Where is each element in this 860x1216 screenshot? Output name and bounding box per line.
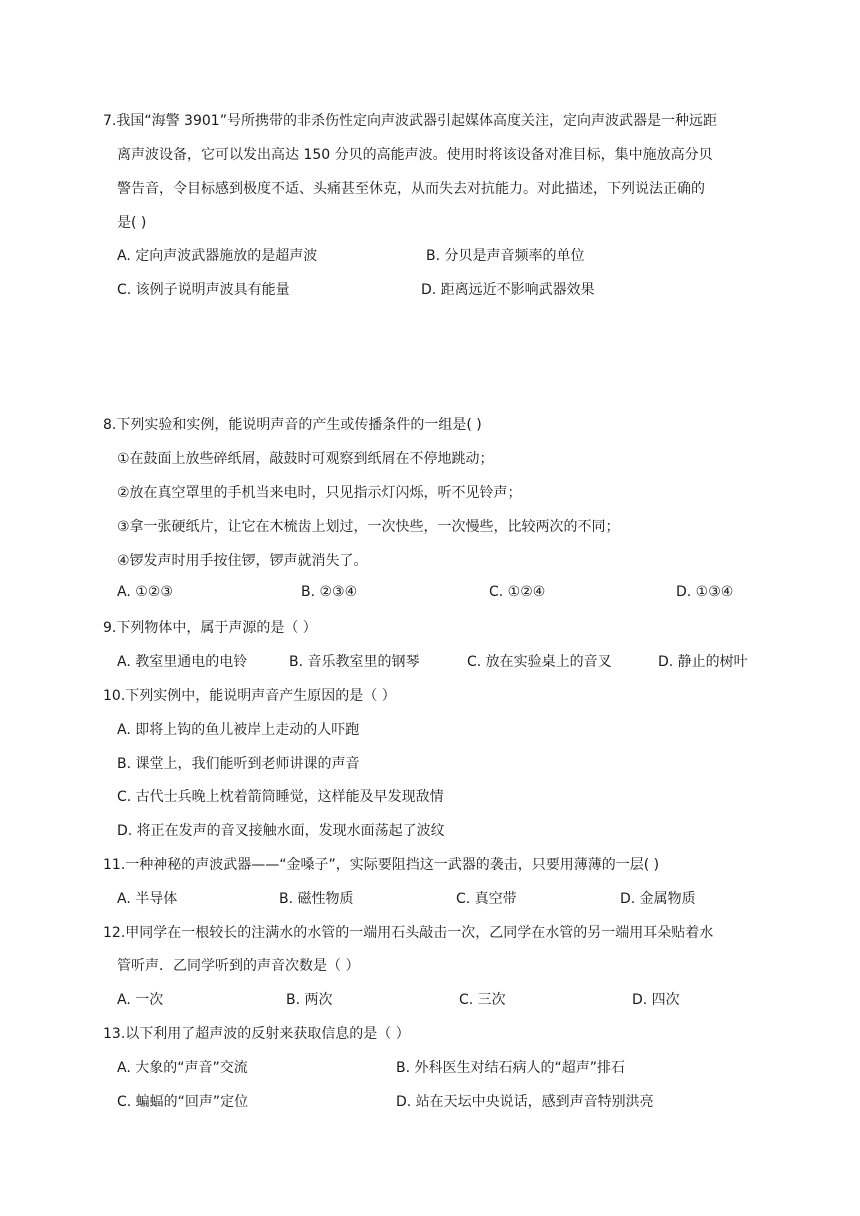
q9-stem: 9.下列物体中，属于声源的是（ ）	[103, 620, 317, 636]
q7-option-d: D. 距离远近不影响武器效果	[421, 282, 595, 298]
q12-stem-line-1: 12.甲同学在一根较长的注满水的水管的一端用石头敲击一次，乙同学在水管的另一端用耳朵贴着水	[103, 925, 714, 941]
q7-stem-line-1: 7.我国“海警 3901”号所携带的非杀伤性定向声波武器引起媒体高度关注，定向声波武器是一种远距	[103, 113, 717, 129]
q10-option-c: C. 古代士兵晚上枕着箭筒睡觉，这样能及早发现敌情	[117, 789, 444, 805]
q13-option-c: C. 蝙蝠的“回声”定位	[117, 1094, 249, 1110]
q8-option-a: A. ①②③	[117, 584, 173, 600]
q12-stem-line-2: 管听声．乙同学听到的声音次数是（ ）	[117, 958, 360, 974]
q8-option-b: B. ②③④	[301, 584, 358, 600]
q7-option-c: C. 该例子说明声波具有能量	[117, 282, 290, 298]
q13-option-a: A. 大象的“声音”交流	[117, 1060, 248, 1076]
q12-option-a: A. 一次	[117, 992, 164, 1008]
q11-option-c: C. 真空带	[456, 891, 517, 907]
q13-stem: 13.以下利用了超声波的反射来获取信息的是（ ）	[103, 1026, 410, 1042]
q10-option-a: A. 即将上钩的鱼儿被岸上走动的人吓跑	[117, 722, 360, 738]
q7-stem-line-4: 是( )	[117, 215, 147, 231]
q8-option-c: C. ①②④	[489, 584, 546, 600]
q12-option-d: D. 四次	[632, 992, 680, 1008]
q11-stem: 11.一种神秘的声波武器——“金嗓子”，实际要阻挡这一武器的袭击，只要用薄薄的一层( )	[103, 857, 660, 873]
q8-option-d: D. ①③④	[676, 584, 734, 600]
q7-stem-line-3: 警告音，令目标感到极度不适、头痛甚至休克，从而失去对抗能力。对此描述，下列说法正确的	[117, 181, 705, 197]
q11-option-d: D. 金属物质	[620, 891, 696, 907]
q11-option-a: A. 半导体	[117, 891, 178, 907]
q12-option-b: B. 两次	[286, 992, 333, 1008]
q12-option-c: C. 三次	[459, 992, 506, 1008]
q13-option-b: B. 外科医生对结石病人的“超声”排石	[396, 1060, 626, 1076]
q7-stem-line-2: 离声波设备，它可以发出高达 150 分贝的高能声波。使用时将该设备对准目标，集中施放高分贝	[117, 147, 713, 163]
q8-item-4: ④锣发声时用手按住锣，锣声就消失了。	[117, 553, 368, 569]
q9-option-c: C. 放在实验桌上的音叉	[467, 654, 612, 670]
q11-option-b: B. 磁性物质	[279, 891, 354, 907]
q9-option-a: A. 教室里通电的电铃	[117, 654, 248, 670]
q9-option-d: D. 静止的树叶	[658, 654, 748, 670]
q10-option-d: D. 将正在发声的音叉接触水面，发现水面荡起了波纹	[117, 823, 445, 839]
q8-stem: 8.下列实验和实例，能说明声音的产生或传播条件的一组是( )	[103, 417, 482, 433]
q10-stem: 10.下列实例中，能说明声音产生原因的是（ ）	[103, 688, 396, 704]
q8-item-3: ③拿一张硬纸片，让它在木梳齿上划过，一次快些，一次慢些，比较两次的不同；	[117, 519, 620, 535]
q8-item-2: ②放在真空罩里的手机当来电时，只见指示灯闪烁，听不见铃声；	[117, 485, 522, 501]
q8-item-1: ①在鼓面上放些碎纸屑，敲鼓时可观察到纸屑在不停地跳动；	[117, 451, 494, 467]
q9-option-b: B. 音乐教室里的钢琴	[289, 654, 420, 670]
q13-option-d: D. 站在天坛中央说话，感到声音特别洪亮	[396, 1094, 654, 1110]
q10-option-b: B. 课堂上，我们能听到老师讲课的声音	[117, 756, 360, 772]
q7-option-b: B. 分贝是声音频率的单位	[426, 248, 585, 264]
q7-option-a: A. 定向声波武器施放的是超声波	[117, 248, 318, 264]
